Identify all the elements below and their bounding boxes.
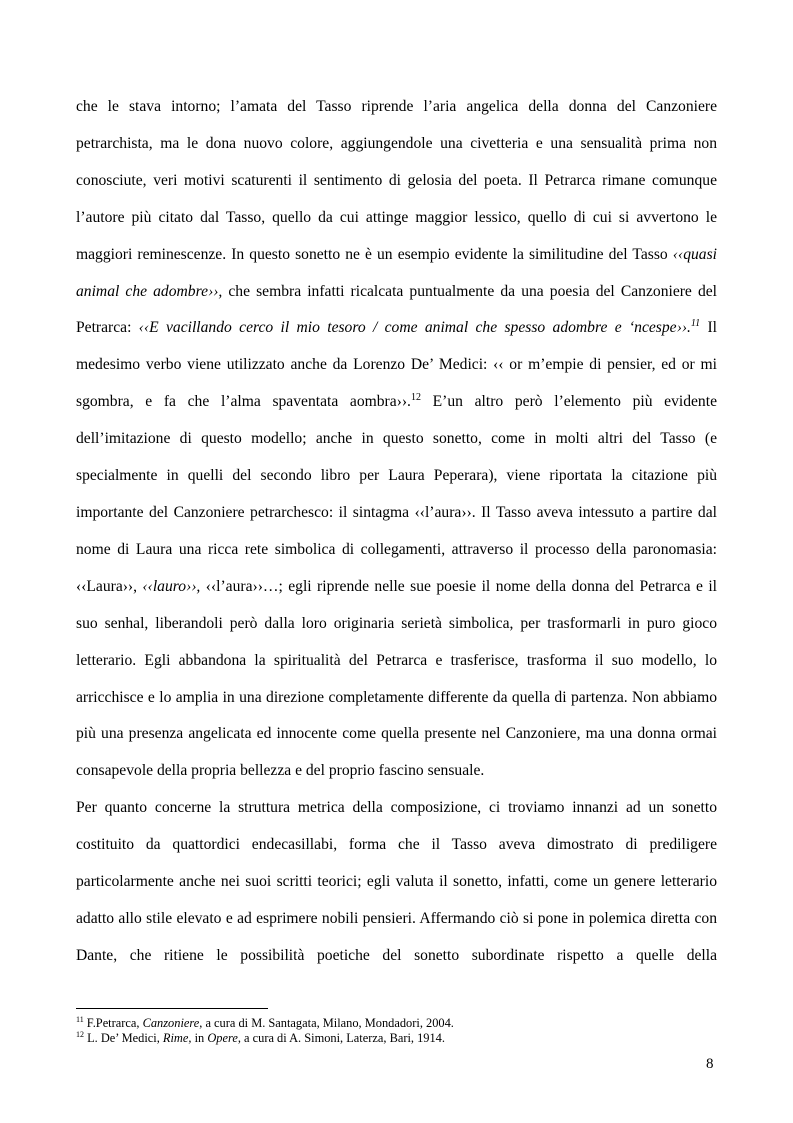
footnote-11 — [76, 1016, 717, 1031]
footnotes — [76, 1016, 717, 1046]
paragraph-1-text-5: ‹‹l’aura››…; egli riprende nelle sue poesie il nome della donna del Petrarca e il suo senhal, liberandoli però dalla loro originaria serietà simbolica, per trasformarli in puro gioco letterario. Egli abbandona la spiritualità del Petrarca e trasferisce, trasforma il suo modello, lo arricchisce e lo amplia in una direzione completamente differente da quella di partenza. Non abbiamo più una presenza angelicata ed innocente come quella presente nel Canzoniere, ma una donna ormai consapevole della propria bellezza e del proprio fascino sensuale. — [76, 577, 717, 780]
footnote-author: L. De’ Medici, — [84, 1031, 163, 1045]
footnote-title: Canzoniere — [142, 1016, 200, 1030]
footnote-author: F.Petrarca, — [83, 1016, 143, 1030]
quote-tasso: ‹‹quasi animal che adombre››, — [76, 245, 717, 300]
footnote-title: Rime, — [162, 1031, 192, 1045]
footnote-separator — [76, 1008, 268, 1009]
footnote-ref-11[interactable]: 11 — [690, 318, 701, 330]
footnote-ref-12[interactable]: 12 — [410, 392, 421, 404]
footnote-rest: , a cura di M. Santagata, Milano, Mondadori, 2004. — [199, 1016, 454, 1030]
quote-petrarca: ‹‹E vacillando cerco il mio tesoro / come animal che spesso adombre e ‘ncespe››. — [138, 319, 691, 337]
paragraph-1-text-4: E’un altro però l’elemento più evidente dell’imitazione di questo modello; anche in questo sonetto, come in molti altri del Tasso (e specialmente in quelli del secondo libro per Laura Peperara), viene riportata la citazione più importante del Canzoniere petrarchesco: il sintagma ‹‹l’aura››. Il Tasso aveva intessuto a partire dal nome di Laura una ricca rete simbolica di collegamenti, attraverso il processo della paronomasia: ‹‹Laura››, — [76, 393, 717, 595]
footnote-title-2: Opere — [207, 1031, 238, 1045]
footnote-12 — [76, 1031, 717, 1046]
footnote-number: 12 — [76, 1029, 84, 1039]
body-text — [76, 89, 717, 975]
footnote-mid: in — [191, 1031, 208, 1045]
paragraph-1-text-3: Il medesimo verbo viene utilizzato anche da Lorenzo De’ Medici: ‹‹ or m’empie di pensier, ed or mi sgombra, e fa che l’alma spaventata aombra››. — [76, 319, 717, 411]
footnote-rest: , a cura di A. Simoni, Laterza, Bari, 1914. — [237, 1031, 445, 1045]
footnote-number: 11 — [76, 1014, 84, 1024]
paragraph-2: Per quanto concerne la struttura metrica della composizione, ci troviamo innanzi ad un sonetto costituito da quattordici endecasillabi, forma che il Tasso aveva dimostrato di prediligere particolarmente anche nei suoi scritti teorici; egli valuta il sonetto, infatti, come un genere letterario adatto allo stile elevato e ad esprimere nobili pensieri. Affermando ciò si pone in polemica diretta con Dante, che ritiene le possibilità poetiche del sonetto subordinate rispetto a quelle della — [76, 799, 717, 964]
paragraph-1-text-2: che sembra infatti ricalcata puntualmente da una poesia del Canzoniere del Petrarca: — [76, 282, 717, 337]
quote-lauro: ‹‹lauro››, — [142, 577, 201, 595]
paragraph-1-text-1: che le stava intorno; l’amata del Tasso riprende l’aria angelica della donna del Canzoniere petrarchista, ma le dona nuovo colore, aggiungendole una civetteria e una sensualità prima non conosciute, veri motivi scaturenti il sentimento di gelosia del poeta. Il Petrarca rimane comunque l’autore più citato dal Tasso, quello da cui attinge maggior lessico, quello di cui si avvertono le maggiori reminescenze. In questo sonetto ne è un esempio evidente la similitudine del Tasso — [76, 98, 717, 263]
page-number: 8 — [706, 1056, 714, 1072]
paragraph-1 — [76, 89, 717, 790]
